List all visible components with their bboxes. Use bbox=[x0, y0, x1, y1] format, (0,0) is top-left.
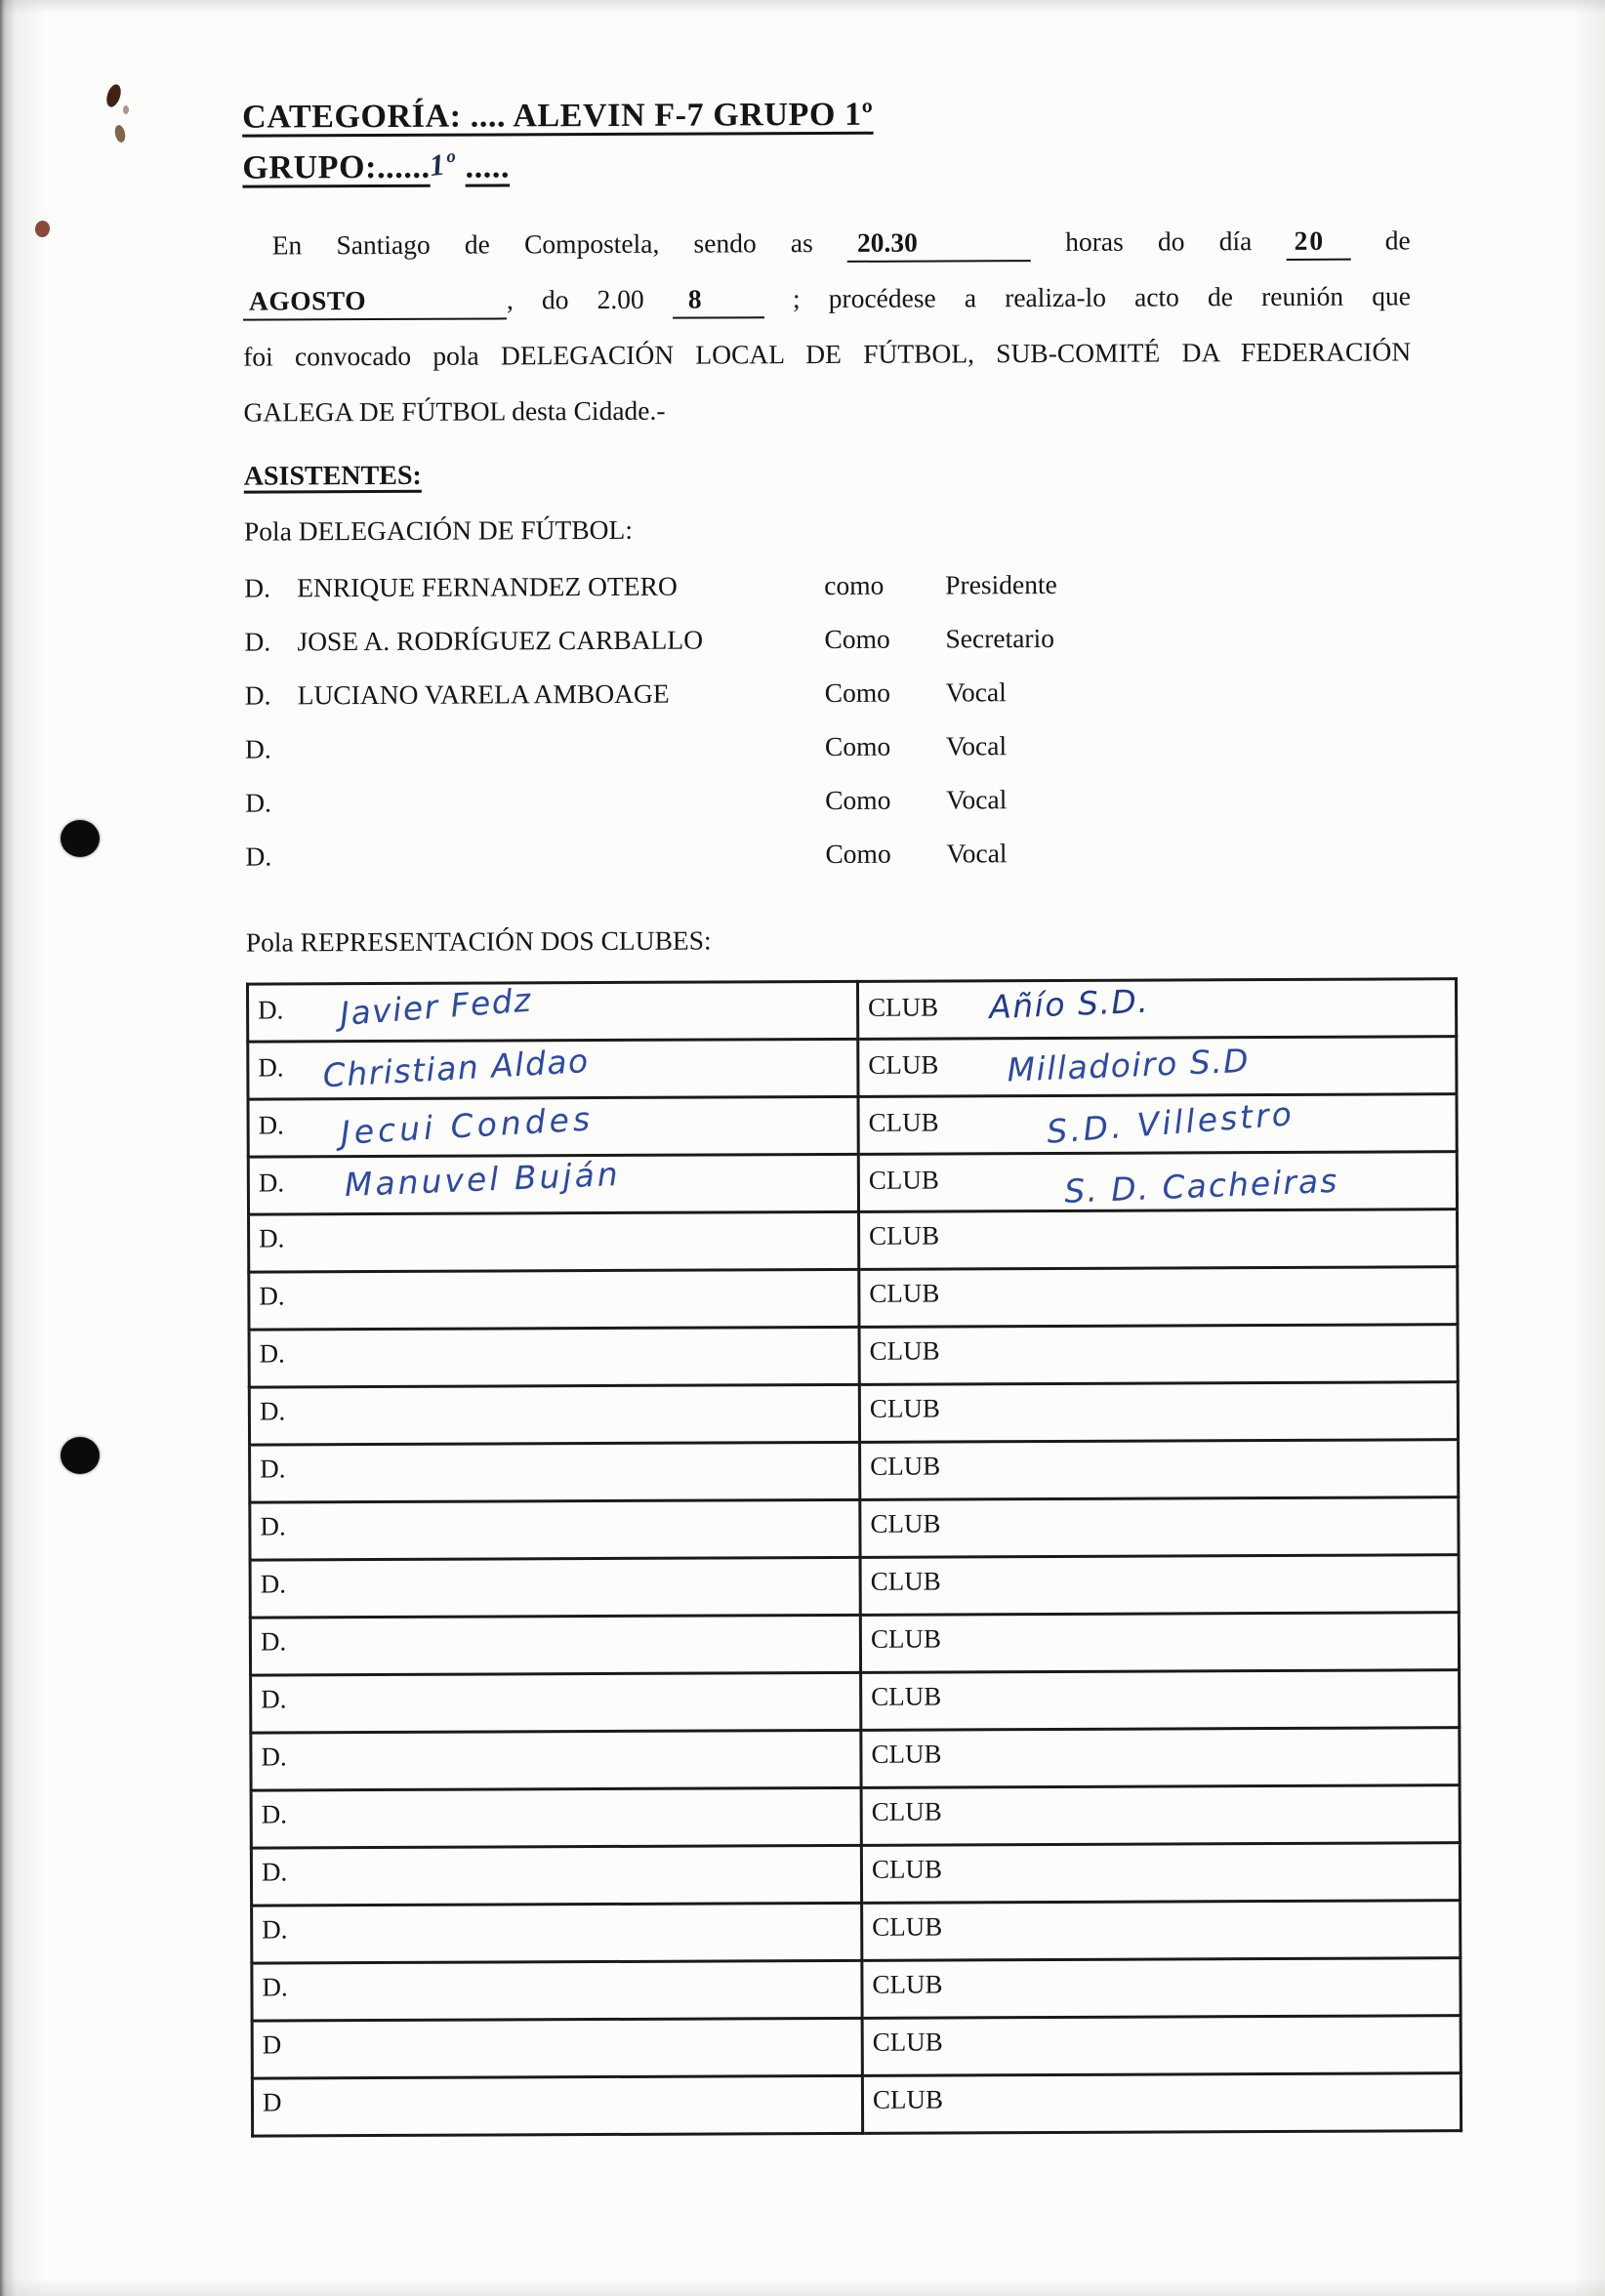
category-title bbox=[242, 87, 1410, 143]
asistente-row bbox=[244, 609, 1412, 668]
time-filled-blank: 20.30 bbox=[847, 225, 1031, 263]
representative-cell bbox=[250, 1442, 860, 1502]
d-label: D. bbox=[259, 1338, 285, 1369]
club-cell bbox=[862, 2073, 1461, 2134]
representative-cell bbox=[247, 981, 857, 1042]
handwritten-club-name: Añío S.D. bbox=[988, 981, 1150, 1027]
club-label: CLUB bbox=[869, 1393, 940, 1423]
club-row bbox=[249, 1267, 1458, 1330]
category-title-text: CATEGORÍA: .... ALEVIN F-7 GRUPO 1º bbox=[242, 96, 874, 136]
intro-paragraph bbox=[243, 212, 1412, 439]
day-filled-blank: 20 bbox=[1286, 224, 1350, 261]
asistente-como-label: Como bbox=[824, 730, 891, 762]
intro-line-4: GALEGA DE FÚTBOL desta Cidade.- bbox=[243, 394, 666, 428]
document-content bbox=[242, 87, 1419, 2137]
representative-cell bbox=[250, 1499, 860, 1560]
club-label: CLUB bbox=[869, 1335, 940, 1366]
scan-smudge bbox=[113, 124, 127, 144]
club-row bbox=[251, 1843, 1460, 1906]
representative-cell bbox=[252, 1960, 862, 2021]
club-row bbox=[251, 1728, 1460, 1790]
club-cell bbox=[859, 1267, 1458, 1328]
club-label: CLUB bbox=[868, 1165, 939, 1195]
d-label: D. bbox=[261, 1799, 288, 1829]
club-row bbox=[249, 1325, 1458, 1387]
club-row bbox=[248, 1094, 1457, 1157]
club-cell bbox=[860, 1555, 1459, 1616]
representative-cell bbox=[248, 1039, 858, 1099]
representative-cell bbox=[251, 1730, 861, 1790]
club-label: CLUB bbox=[869, 1278, 940, 1308]
clubs-heading: Pola REPRESENTACIÓN DOS CLUBES: bbox=[245, 924, 712, 958]
asistente-role: Vocal bbox=[946, 784, 1008, 815]
d-label: D. bbox=[260, 1511, 286, 1541]
club-label: CLUB bbox=[872, 2027, 943, 2057]
d-label: D. bbox=[258, 995, 284, 1025]
club-row bbox=[251, 1670, 1460, 1733]
handwritten-club-name: S.D. Villestro bbox=[1045, 1094, 1296, 1151]
representative-cell bbox=[251, 1845, 861, 1906]
representative-cell bbox=[249, 1384, 859, 1445]
asistentes-heading: ASISTENTES: bbox=[243, 460, 422, 492]
d-label: D. bbox=[258, 1168, 285, 1198]
asistente-prefix: D. bbox=[245, 840, 272, 872]
group-title-prefix: GRUPO:...... bbox=[242, 148, 431, 186]
club-cell bbox=[861, 1670, 1460, 1731]
hole-punch-top bbox=[61, 820, 100, 857]
d-label: D. bbox=[258, 1110, 284, 1140]
club-cell bbox=[857, 979, 1456, 1040]
d-label: D. bbox=[262, 1914, 288, 1945]
intro-text: ; procédese a realiza-lo acto de reunión que bbox=[792, 280, 1412, 314]
club-row bbox=[252, 2016, 1461, 2078]
asistente-role: Secretario bbox=[945, 622, 1054, 654]
intro-text: de bbox=[1384, 225, 1411, 256]
d-label: D. bbox=[261, 1742, 287, 1772]
d-label: D bbox=[262, 2030, 282, 2060]
asistente-role: Vocal bbox=[945, 730, 1008, 761]
club-label: CLUB bbox=[869, 1220, 940, 1250]
club-row bbox=[249, 1382, 1458, 1445]
delegacion-subheading: Pola DELEGACIÓN DE FÚTBOL: bbox=[243, 513, 633, 547]
club-cell bbox=[859, 1382, 1458, 1443]
intro-line-3: foi convocado pola DELEGACIÓN LOCAL DE FÚTBOL, SUB-COMITÉ DA FEDERACIÓN bbox=[243, 336, 1412, 372]
club-label: CLUB bbox=[868, 1107, 939, 1137]
club-cell bbox=[861, 1785, 1460, 1846]
club-cell bbox=[860, 1613, 1459, 1673]
asistente-como-label: Como bbox=[824, 676, 890, 709]
representative-cell bbox=[249, 1269, 859, 1330]
handwritten-representative-name: Manuvel Buján bbox=[344, 1155, 622, 1205]
club-label: CLUB bbox=[871, 1739, 942, 1769]
club-row bbox=[250, 1613, 1459, 1675]
club-row bbox=[252, 1958, 1461, 2021]
representative-cell bbox=[248, 1154, 858, 1214]
asistente-prefix: D. bbox=[244, 679, 271, 711]
asistente-row bbox=[244, 555, 1412, 614]
asistente-row bbox=[245, 663, 1413, 721]
intro-text: horas do día bbox=[1065, 226, 1253, 257]
club-label: CLUB bbox=[870, 1566, 941, 1596]
month-filled-blank: AGOSTO bbox=[243, 282, 507, 320]
clubs-table-body bbox=[247, 979, 1461, 2136]
asistente-name bbox=[298, 773, 825, 829]
representative-cell bbox=[250, 1615, 860, 1675]
asistente-role: Vocal bbox=[946, 838, 1008, 869]
handwritten-representative-name: Christian Aldao bbox=[321, 1041, 591, 1095]
representative-cell bbox=[248, 1096, 858, 1157]
asistente-row bbox=[245, 770, 1413, 829]
asistente-name: LUCIANO VARELA AMBOAGE bbox=[297, 677, 670, 711]
representative-cell bbox=[252, 2018, 862, 2078]
club-cell bbox=[861, 1843, 1460, 1904]
club-label: CLUB bbox=[870, 1451, 941, 1481]
asistente-como-label: Como bbox=[825, 838, 891, 870]
intro-text: , do 2.00 bbox=[506, 283, 644, 315]
club-cell bbox=[859, 1210, 1458, 1270]
handwritten-representative-name: Javier Fedz bbox=[339, 980, 534, 1034]
d-label: D. bbox=[260, 1626, 287, 1657]
asistente-prefix: D. bbox=[244, 572, 271, 603]
representative-cell bbox=[252, 1903, 862, 1963]
representative-cell bbox=[251, 1787, 861, 1848]
club-cell bbox=[862, 1958, 1461, 2019]
club-row bbox=[250, 1555, 1459, 1618]
club-row bbox=[247, 979, 1456, 1042]
club-cell bbox=[862, 2016, 1461, 2076]
handwritten-club-name: S. D. Cacheiras bbox=[1063, 1161, 1340, 1210]
club-cell bbox=[862, 1901, 1461, 1961]
scan-smudge bbox=[34, 220, 51, 238]
handwritten-group-number: 1º bbox=[428, 145, 458, 184]
d-label: D. bbox=[258, 1052, 284, 1083]
handwritten-representative-name: Jecui Condes bbox=[340, 1099, 596, 1152]
club-row bbox=[251, 1785, 1460, 1848]
asistente-role: Vocal bbox=[945, 676, 1007, 708]
asistente-name bbox=[298, 719, 825, 775]
club-row bbox=[250, 1440, 1459, 1502]
group-title-suffix: ..... bbox=[465, 148, 511, 185]
club-row bbox=[250, 1497, 1459, 1560]
d-label: D. bbox=[259, 1281, 285, 1311]
scan-smudge bbox=[104, 83, 124, 109]
representative-cell bbox=[249, 1211, 859, 1272]
asistente-role: Presidente bbox=[945, 568, 1057, 600]
d-label: D. bbox=[259, 1223, 285, 1253]
club-cell bbox=[860, 1440, 1459, 1500]
asistente-row bbox=[245, 824, 1413, 882]
club-cell bbox=[859, 1325, 1458, 1385]
intro-line-2 bbox=[243, 267, 1411, 328]
club-label: CLUB bbox=[872, 1969, 943, 1999]
handwritten-club-name: Milladoiro S.D bbox=[1006, 1041, 1251, 1089]
club-label: CLUB bbox=[871, 1681, 942, 1711]
d-label: D. bbox=[262, 1972, 288, 2002]
d-label: D. bbox=[260, 1569, 286, 1599]
scan-smudge bbox=[123, 105, 129, 114]
asistente-row bbox=[245, 717, 1413, 775]
club-label: CLUB bbox=[872, 2084, 944, 2114]
club-cell bbox=[858, 1037, 1457, 1097]
club-row bbox=[252, 1901, 1461, 1963]
club-row bbox=[252, 2073, 1461, 2136]
club-label: CLUB bbox=[870, 1623, 942, 1654]
club-label: CLUB bbox=[868, 992, 939, 1022]
representative-cell bbox=[251, 1672, 861, 1733]
club-label: CLUB bbox=[870, 1508, 941, 1538]
asistente-prefix: D. bbox=[244, 626, 271, 657]
asistente-como-label: Como bbox=[824, 623, 890, 655]
club-cell bbox=[861, 1728, 1460, 1788]
d-label: D. bbox=[261, 1857, 288, 1887]
asistente-name: ENRIQUE FERNANDEZ OTERO bbox=[297, 570, 678, 603]
d-label: D. bbox=[259, 1396, 286, 1426]
club-label: CLUB bbox=[871, 1854, 943, 1884]
club-row bbox=[248, 1037, 1457, 1099]
club-label: CLUB bbox=[871, 1796, 942, 1826]
representative-cell bbox=[252, 2075, 862, 2136]
asistente-prefix: D. bbox=[245, 787, 271, 818]
group-title bbox=[242, 138, 1410, 193]
asistente-como-label: Como bbox=[825, 784, 891, 816]
club-cell bbox=[860, 1497, 1459, 1558]
asistente-prefix: D. bbox=[244, 733, 271, 764]
intro-line-1 bbox=[243, 212, 1411, 272]
d-label: D. bbox=[260, 1454, 286, 1484]
club-cell bbox=[858, 1152, 1457, 1212]
hole-punch-bottom bbox=[61, 1437, 100, 1474]
representative-cell bbox=[250, 1557, 860, 1618]
clubs-table bbox=[246, 977, 1462, 2137]
asistentes-list bbox=[244, 555, 1413, 882]
club-row bbox=[248, 1152, 1457, 1214]
year-filled-blank: 8 bbox=[673, 281, 764, 318]
intro-text: En Santiago de Compostela, sendo as bbox=[271, 227, 813, 261]
d-label: D. bbox=[261, 1684, 287, 1714]
club-row bbox=[249, 1210, 1458, 1272]
club-label: CLUB bbox=[868, 1049, 939, 1080]
representative-cell bbox=[249, 1327, 859, 1387]
asistente-name: JOSE A. RODRÍGUEZ CARBALLO bbox=[297, 624, 704, 657]
asistente-como-label: como bbox=[824, 569, 885, 601]
club-label: CLUB bbox=[872, 1911, 943, 1942]
club-cell bbox=[858, 1094, 1457, 1155]
asistente-name bbox=[298, 827, 825, 882]
d-label: D bbox=[262, 2087, 282, 2117]
